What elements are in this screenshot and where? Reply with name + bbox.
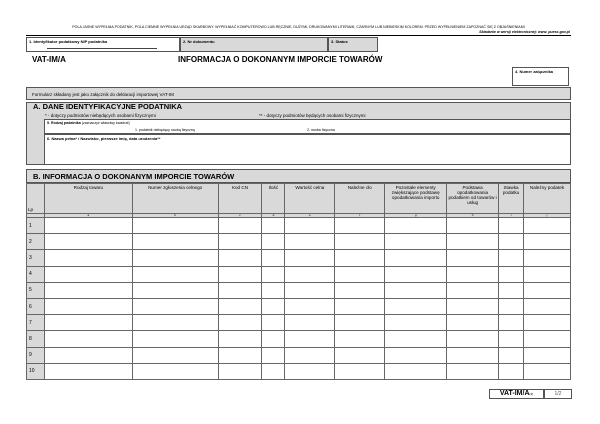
cell-i[interactable] [499, 315, 524, 331]
cell-a[interactable] [44, 315, 132, 331]
cell-c[interactable] [218, 347, 262, 363]
cell-g[interactable] [385, 331, 447, 347]
cell-h[interactable] [447, 347, 499, 363]
table-row [27, 331, 571, 347]
taxpayer-type-field [44, 119, 571, 134]
column-header: Wartość celna [285, 184, 335, 214]
cell-f[interactable] [335, 298, 385, 314]
document-number-label: 2. Nr dokumentu [183, 39, 215, 44]
cell-a[interactable] [44, 234, 132, 250]
column-header: Należne cło [335, 184, 385, 214]
cell-g[interactable] [385, 218, 447, 234]
cell-e[interactable] [285, 331, 335, 347]
cell-g[interactable] [385, 347, 447, 363]
cell-b[interactable] [132, 347, 218, 363]
footer-version: (3) [529, 392, 534, 396]
cell-j[interactable] [524, 315, 571, 331]
row-number: 7 [27, 315, 45, 331]
cell-a[interactable] [44, 363, 132, 379]
cell-a[interactable] [44, 331, 132, 347]
cell-f[interactable] [335, 266, 385, 282]
footer-code: VAT-IM/A [499, 390, 530, 397]
row-number: 9 [27, 347, 45, 363]
cell-h[interactable] [447, 315, 499, 331]
row-number: 8 [27, 331, 45, 347]
page-number: 1/2 [544, 389, 572, 399]
column-header: Rodzaj towaru [44, 184, 132, 214]
cell-c[interactable] [218, 315, 262, 331]
note-2: ** - dotyczy podmiotów będących osobami fizycznymi [259, 113, 366, 118]
column-header: Stawka podatku [499, 184, 524, 214]
cell-c[interactable] [218, 363, 262, 379]
note-1: * - dotyczy podmiotów niebędących osobami fizycznymi [45, 113, 156, 118]
footer-form-code [489, 389, 544, 399]
cell-i[interactable] [499, 266, 524, 282]
row-number: 6 [27, 298, 45, 314]
table-row [27, 363, 571, 379]
cell-e[interactable] [285, 218, 335, 234]
cell-h[interactable] [447, 363, 499, 379]
cell-j[interactable] [524, 298, 571, 314]
column-letter: i [499, 214, 524, 218]
cell-b[interactable] [132, 218, 218, 234]
column-header: Podstawa opodatkowania podatkiem od towarów i usług [447, 184, 499, 214]
full-name-label: 6. Nazwa pełna* / Nazwisko, pierwsze imię, data urodzenia** [47, 136, 161, 141]
cell-j[interactable] [524, 218, 571, 234]
cell-e[interactable] [285, 266, 335, 282]
banner: Formularz składany jest jako załącznik do deklaracji importowej VAT-IM [26, 87, 571, 100]
table-row [27, 315, 571, 331]
cell-f[interactable] [335, 234, 385, 250]
cell-d[interactable] [262, 315, 285, 331]
cell-h[interactable] [447, 250, 499, 266]
cell-g[interactable] [385, 282, 447, 298]
table-row [27, 282, 571, 298]
cell-i[interactable] [499, 347, 524, 363]
row-number: 10 [27, 363, 45, 379]
cell-j[interactable] [524, 266, 571, 282]
row-number: 1 [27, 218, 45, 234]
cell-e[interactable] [285, 363, 335, 379]
table-row [27, 298, 571, 314]
taxpayer-type-hint: (zaznaczyć właściwy kwadrat) [81, 121, 130, 125]
cell-g[interactable] [385, 266, 447, 282]
cell-f[interactable] [335, 250, 385, 266]
cell-g[interactable] [385, 315, 447, 331]
cell-j[interactable] [524, 347, 571, 363]
cell-b[interactable] [132, 363, 218, 379]
cell-a[interactable] [44, 282, 132, 298]
section-a [26, 102, 571, 165]
cell-f[interactable] [335, 331, 385, 347]
taxpayer-type-label: 5. Rodzaj podatnika [47, 121, 81, 125]
table-row [27, 218, 571, 234]
cell-f[interactable] [335, 282, 385, 298]
cell-b[interactable] [132, 234, 218, 250]
option-natural-person[interactable]: 2. osoba fizyczna [307, 128, 335, 132]
cell-j[interactable] [524, 250, 571, 266]
full-name-field[interactable] [44, 134, 571, 165]
cell-e[interactable] [285, 282, 335, 298]
cell-c[interactable] [218, 218, 262, 234]
cell-f[interactable] [335, 218, 385, 234]
column-header: Ilość [262, 184, 285, 214]
cell-a[interactable] [44, 298, 132, 314]
column-header: Pozostałe elementy zwiększające podstawę opodatkowania importu [385, 184, 447, 214]
cell-b[interactable] [132, 266, 218, 282]
form-code: VAT-IM/A [32, 55, 66, 64]
section-a-title: A. DANE IDENTYFIKACYJNE PODATNIKA [33, 102, 183, 111]
cell-c[interactable] [218, 234, 262, 250]
cell-d[interactable] [262, 331, 285, 347]
cell-b[interactable] [132, 315, 218, 331]
divider [26, 35, 571, 36]
column-letter: b [132, 214, 218, 218]
table-row [27, 347, 571, 363]
column-letter: f [335, 214, 385, 218]
cell-h[interactable] [447, 282, 499, 298]
column-letter: d [262, 214, 285, 218]
table-row [27, 234, 571, 250]
cell-b[interactable] [132, 298, 218, 314]
cell-h[interactable] [447, 331, 499, 347]
cell-d[interactable] [262, 347, 285, 363]
cell-i[interactable] [499, 363, 524, 379]
option-non-natural-person[interactable]: 1. podatnik niebędący osobą fizyczną [135, 128, 195, 132]
cell-a[interactable] [44, 218, 132, 234]
cell-c[interactable] [218, 266, 262, 282]
nip-field[interactable] [26, 37, 180, 52]
cell-i[interactable] [499, 298, 524, 314]
cell-e[interactable] [285, 347, 335, 363]
cell-d[interactable] [262, 218, 285, 234]
cell-h[interactable] [447, 234, 499, 250]
cell-i[interactable] [499, 282, 524, 298]
column-header: Należny podatek [524, 184, 571, 214]
column-letter: c [218, 214, 262, 218]
instructions: POLA JASNE WYPEŁNIA PODATNIK, POLA CIEMNE WYPEŁNIA URZĄD SKARBOWY. WYPEŁNIAĆ KOMPUTEROWO LUB RĘCZNIE, DUŻYMI, DRUKOWANYMI LITERAMI, CZARNYM LUB NIEBIESKIM KOLOREM. PRZED WYPEŁNIENIEM ZAPOZNAĆ SIĘ Z OBJAŚNIENIAMI [72, 25, 525, 29]
cell-g[interactable] [385, 298, 447, 314]
nip-label: 1. Identyfikator podatkowy NIP podatnika [29, 39, 108, 44]
attachment-number-field[interactable] [512, 67, 569, 86]
cell-d[interactable] [262, 298, 285, 314]
cell-i[interactable] [499, 331, 524, 347]
cell-j[interactable] [524, 363, 571, 379]
cell-f[interactable] [335, 363, 385, 379]
cell-e[interactable] [285, 250, 335, 266]
cell-d[interactable] [262, 266, 285, 282]
column-letter: a [44, 214, 132, 218]
cell-h[interactable] [447, 298, 499, 314]
document-number-field [180, 37, 328, 52]
cell-e[interactable] [285, 298, 335, 314]
cell-j[interactable] [524, 234, 571, 250]
cell-e[interactable] [285, 234, 335, 250]
cell-i[interactable] [499, 218, 524, 234]
cell-g[interactable] [385, 234, 447, 250]
column-letter: g [385, 214, 447, 218]
status-label: 3. Status [331, 39, 348, 44]
cell-g[interactable] [385, 250, 447, 266]
row-number: 2 [27, 234, 45, 250]
row-number: 4 [27, 266, 45, 282]
cell-d[interactable] [262, 282, 285, 298]
cell-c[interactable] [218, 331, 262, 347]
electronic-note: Składanie w wersji elektronicznej: www. puesc.gov.pl [479, 30, 570, 34]
column-header: Lp [27, 184, 45, 214]
cell-j[interactable] [524, 282, 571, 298]
attachment-number-label: 4. Numer załącznika [515, 69, 554, 74]
cell-j[interactable] [524, 331, 571, 347]
cell-b[interactable] [132, 331, 218, 347]
cell-a[interactable] [44, 347, 132, 363]
column-letter: e [285, 214, 335, 218]
cell-d[interactable] [262, 234, 285, 250]
cell-h[interactable] [447, 266, 499, 282]
cell-a[interactable] [44, 250, 132, 266]
cell-c[interactable] [218, 250, 262, 266]
table-row [27, 250, 571, 266]
cell-i[interactable] [499, 250, 524, 266]
cell-b[interactable] [132, 250, 218, 266]
cell-i[interactable] [499, 234, 524, 250]
column-header: Kod CN [218, 184, 262, 214]
table-row [27, 266, 571, 282]
cell-d[interactable] [262, 250, 285, 266]
cell-g[interactable] [385, 363, 447, 379]
row-number: 5 [27, 282, 45, 298]
cell-a[interactable] [44, 266, 132, 282]
section-b-title: B. INFORMACJA O DOKONANYM IMPORCIE TOWARÓW [26, 169, 571, 183]
cell-f[interactable] [335, 347, 385, 363]
cell-c[interactable] [218, 282, 262, 298]
column-letter: h [447, 214, 499, 218]
cell-c[interactable] [218, 298, 262, 314]
cell-h[interactable] [447, 218, 499, 234]
cell-b[interactable] [132, 282, 218, 298]
column-letter: j [524, 214, 571, 218]
cell-e[interactable] [285, 315, 335, 331]
status-field [328, 37, 378, 52]
cell-d[interactable] [262, 363, 285, 379]
import-table [26, 183, 571, 380]
row-number: 3 [27, 250, 45, 266]
column-header: Numer zgłoszenia celnego [132, 184, 218, 214]
cell-f[interactable] [335, 315, 385, 331]
page-title: INFORMACJA O DOKONANYM IMPORCIE TOWARÓW [178, 55, 383, 64]
